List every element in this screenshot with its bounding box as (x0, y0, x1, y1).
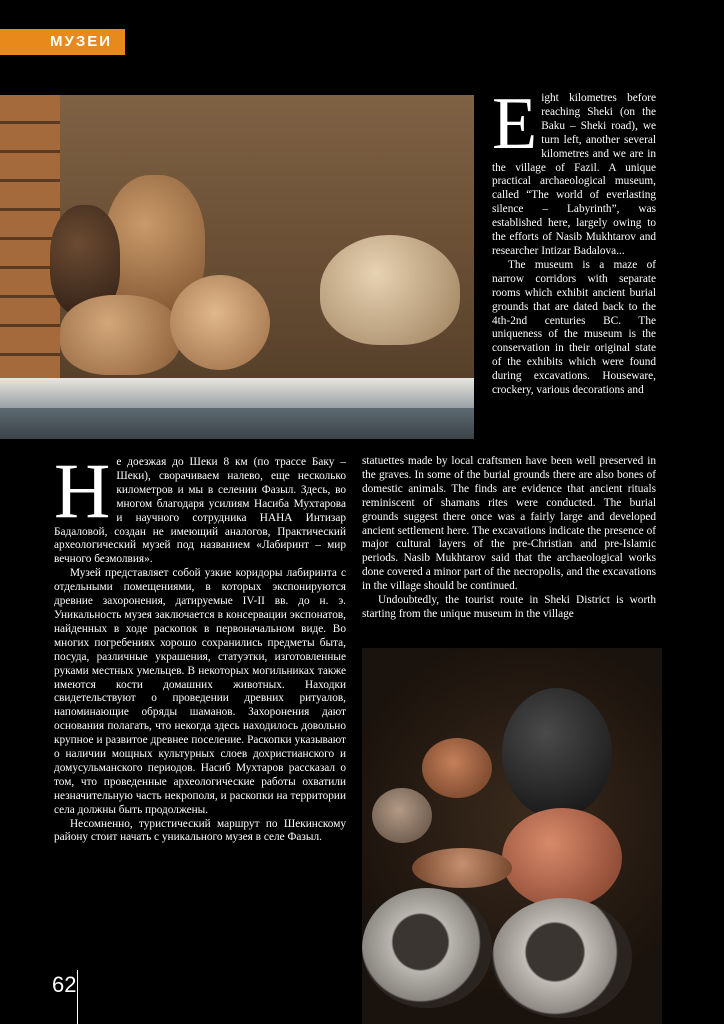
clay-bowl-1 (422, 738, 492, 798)
russian-paragraph-1 (54, 447, 346, 567)
broken-vessel-2 (492, 898, 632, 1018)
page-number-rule (77, 970, 78, 1024)
russian-column (54, 447, 346, 845)
russian-paragraph-3: Несомненно, туристический маршрут по Шекинскому району стоит начать с уникального музея в селе Фазыл. (54, 817, 346, 844)
english-paragraph-3: Undoubtedly, the tourist route in Sheki District is worth starting from the unique museum in the village (362, 594, 656, 620)
english-paragraph-2-top: The museum is a maze of narrow corridors with separate rooms which exhibit ancient burial grounds that are dated back to the 4th-2nd centuries BC. The uniqueness of the museum is the conservation in their original state of the exhibits which were found during excavations. Houseware, crockery, various decorations and (492, 258, 656, 397)
display-floor (0, 408, 474, 439)
display-glass-edge (0, 378, 474, 408)
photo-excavated-pottery (362, 648, 662, 1024)
english-column-top (492, 83, 656, 398)
english-paragraph-1-text: ight kilometres before reaching Sheki (on the Baku – Sheki road), we turn left, another several kilometres and we are in the village of Fazil. A unique practical archaeological museum, called “The world of everlasting silence – Labyrinth”, was established here, largely owing to the efforts of Nasib Mukhtarov and researcher Intizar Badalova... (492, 92, 656, 257)
skull (320, 235, 460, 345)
page-number: 62 (52, 972, 77, 997)
russian-paragraph-1-text: е доезжая до Шеки 8 км (по трассе Баку – Шеки), сворачиваем налево, еще несколько километров и мы в селении Фазыл. Здесь, во многом благодаря усилиям Насиба Мухтарова и научного сотрудника НАНА Интизар Бадаловой, создан не имеющий аналогов, Практический археологический музей под названием «Лабиринт – мир вечного безмолвия». (54, 456, 346, 566)
black-jug (502, 688, 612, 818)
clay-dish (412, 848, 512, 888)
section-tag: МУЗЕИ (0, 29, 125, 55)
photo-skull-and-jugs (0, 95, 474, 439)
clay-pot-small (60, 295, 180, 375)
broken-vessel-1 (362, 888, 492, 1008)
russian-paragraph-2: Музей представляет собой узкие коридоры лабиринта с отдельными помещениями, в которых экспонируются древние захоронения, датируемые IV-II вв. до н. э. Уникальность музея заключается в консервации экспонатов, найденных в ходе раскопок в первоначальном виде. Во многих погребениях хорошо сохранились предметы быта, посуда, различные украшения, статуэтки, изготовленные руками местных умельцев. В некоторых могильниках также имеются кости домашних животных. Находки свидетельствуют о проведении древних ритуалов, напоминающие обряды шаманов. Захоронения дают основания полагать, что некогда здесь находилось довольно крупное и развитое древнее поселение. Раскопки указывают о наличии мощных культурных слоев дохристианского и домусульманского периодов. Насиб Мухтаров рассказал о том, что проведенные археологические работы охватили незначительную часть некрополя, и раскопки на территории села должны быть продолжены. (54, 567, 346, 816)
english-column-middle (362, 455, 656, 622)
clay-bowl-2 (372, 788, 432, 843)
english-paragraph-1 (492, 83, 656, 259)
english-drop-cap: E (492, 83, 538, 165)
russian-drop-cap: Н (54, 447, 111, 534)
clay-lamp (170, 275, 270, 370)
english-paragraph-2-continued: statuettes made by local craftsmen have been well preserved in the graves. In some of the burial grounds there are also bones of domestic animals. The finds are evidence that ancient rituals reminiscent of shamans rites were conducted. The burial grounds suggest there once was a fairly large and developed ancient settlement here. The excavations indicate the presence of major cultural layers of the pre-Christian and pre-Islamic periods. Nasib Mukhtarov said that the archaeological works done covered a minor part of the necropolis, and the excavations in the village should be continued. (362, 455, 656, 593)
red-pot (502, 808, 622, 908)
